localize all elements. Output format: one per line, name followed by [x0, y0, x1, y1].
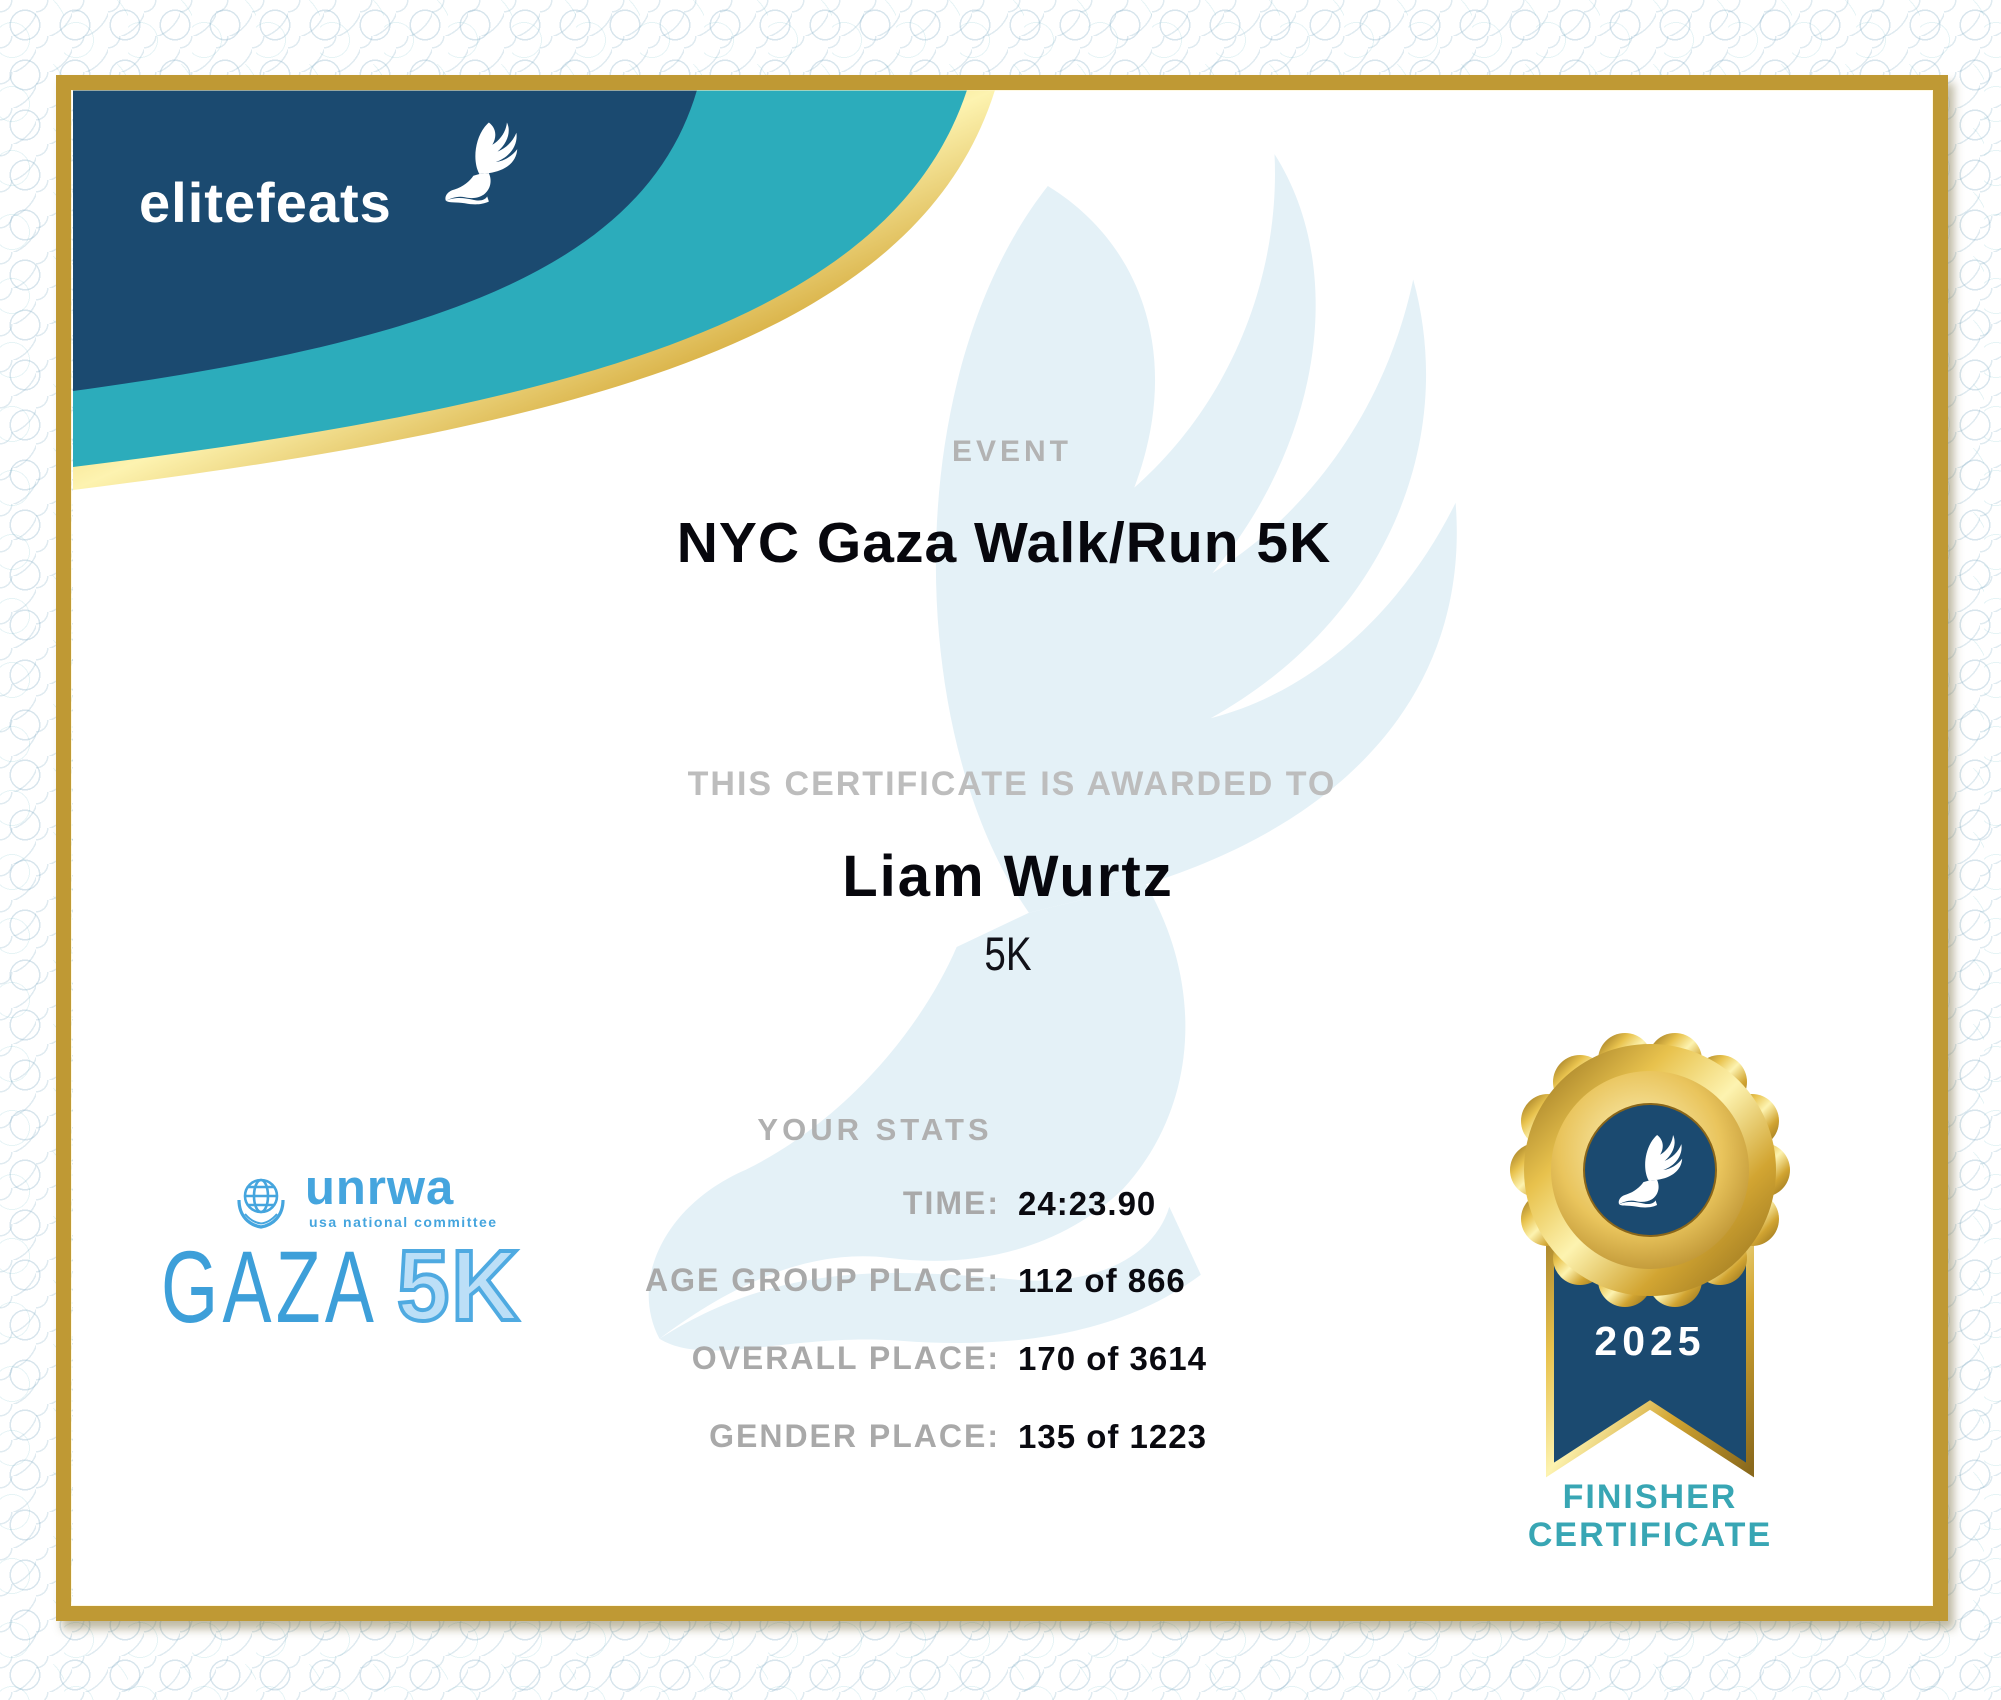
header-wave-graphic [73, 90, 1033, 520]
stat-value: 112 of 866 [1018, 1262, 1186, 1299]
brand-logo-text: elitefeats [139, 171, 392, 234]
finisher-certificate-line1: FINISHER [1562, 1478, 1738, 1516]
recipient-name: Liam Wurtz [842, 844, 1174, 909]
un-emblem-icon [231, 1170, 291, 1232]
unrwa-tagline: usa national committee [309, 1214, 498, 1230]
brand-winged-foot-icon [439, 110, 525, 214]
unrwa-logo-text: unrwa [305, 1161, 455, 1215]
event-name: NYC Gaza Walk/Run 5K [676, 511, 1332, 575]
stat-label: OVERALL PLACE: [691, 1340, 1000, 1376]
stat-label: TIME: [902, 1185, 1000, 1221]
event-label: EVENT [951, 435, 1073, 468]
race-distance: 5K [984, 927, 1032, 980]
stat-label: GENDER PLACE: [709, 1418, 1000, 1454]
certificate-field [73, 90, 1933, 1606]
gaza5k-logo [161, 1230, 529, 1344]
finisher-certificate-line2: CERTIFICATE [1527, 1516, 1773, 1554]
finisher-medal-badge [1493, 1020, 1807, 1482]
stat-label: AGE GROUP PLACE: [645, 1262, 1000, 1298]
medal-year: 2025 [1594, 1318, 1706, 1364]
gaza-5k-logo-text: 5K [396, 1230, 521, 1342]
award-intro: THIS CERTIFICATE IS AWARDED TO [687, 765, 1337, 803]
stat-value: 135 of 1223 [1018, 1418, 1207, 1455]
stat-value: 170 of 3614 [1018, 1340, 1207, 1377]
stat-value: 24:23.90 [1018, 1185, 1157, 1222]
gaza-logo-text: GAZA [161, 1230, 379, 1344]
stats-heading: YOUR STATS [757, 1112, 993, 1147]
